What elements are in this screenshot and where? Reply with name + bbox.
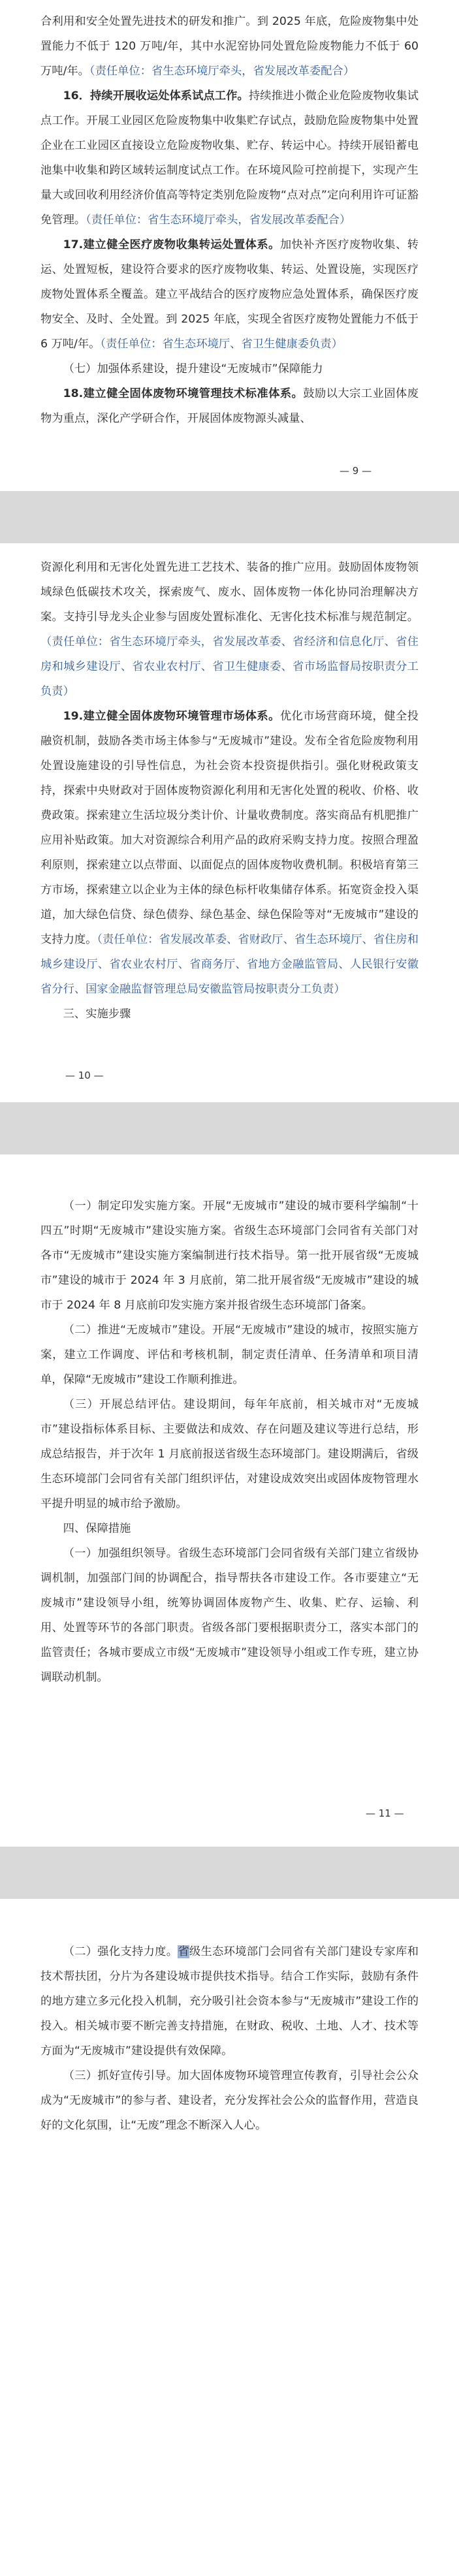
paragraph-text: （二）强化支持力度。 bbox=[63, 1945, 178, 1958]
paragraph bbox=[40, 232, 419, 357]
document-page-4 bbox=[0, 1899, 459, 2576]
document-page-2 bbox=[0, 543, 459, 1102]
document-page-1 bbox=[0, 0, 459, 491]
paragraph bbox=[40, 2063, 419, 2138]
paragraph-text: （三）抓好宣传引导。加大固体废物环境管理宣传教育，引导社会公众成为“无废城市”的参与者、建设者，充分发挥社会公众的监督作用，营造良好的文化氛围，让“无废”理念不断深入人心。 bbox=[40, 2069, 419, 2132]
item-heading: 19.建立健全固体废物环境管理市场体系。 bbox=[63, 710, 280, 723]
responsible-units-note: （责任单位：省发展改革委、省财政厅、省生态环境厅、省住房和城乡建设厅、省农业农村厅、省商务厅、省地方金融监管局、人民银行安徽省分行、国家金融监督管理总局安徽监管局按职责分工负责） bbox=[40, 933, 419, 996]
page-body bbox=[40, 1939, 419, 2138]
paragraph bbox=[40, 1392, 419, 1516]
paragraph-text: 持续推进小微企业危险废物收集试点工作。开展工业园区危险废物集中收集贮存试点，鼓励危险废物集中处置企业在工业园区直接设立危险废物收集、贮存、转运中心。持续开展铅蓄电池集中收集和跨区域转运制度试点工作。在环境风险可控前提下，实现产生量大或回收利用经济价值高等特定类别危险废物“点对点”定向利用许可证豁免管理。 bbox=[40, 89, 419, 227]
paragraph bbox=[40, 704, 419, 1002]
responsible-units-note: （责任单位：省生态环境厅牵头，省发展改革委、省经济和信息化厅、省住房和城乡建设厅、省农业农村厅、省卫生健康委、省市场监督局按职责分工负责） bbox=[40, 635, 419, 698]
document-page-3 bbox=[0, 1154, 459, 1847]
paragraph bbox=[40, 1194, 419, 1318]
page-separator bbox=[0, 1102, 459, 1154]
paragraph bbox=[40, 1318, 419, 1392]
paragraph-text: 四、保障措施 bbox=[63, 1522, 131, 1535]
page-number: — 9 — bbox=[340, 465, 372, 477]
responsible-units-note: （责任单位：省生态环境厅牵头，省发展改革委配合） bbox=[89, 65, 355, 78]
page-body bbox=[40, 555, 419, 1026]
item-heading: 16．持续开展收运处体系试点工作。 bbox=[63, 89, 249, 103]
paragraph bbox=[40, 1516, 419, 1541]
page-number: — 11 — bbox=[366, 1807, 404, 1819]
page-number: — 10 — bbox=[65, 1070, 104, 1081]
paragraph bbox=[40, 84, 419, 232]
paragraph-text: （一）加强组织领导。省级生态环境部门会同省级有关部门建立省级协调机制，加强部门间的协调配合，指导帮扶各市建设工作。各市要建立“无废城市”建设领导小组，统筹协调固体废物产生、收集、贮存、运输、利用、处置等环节的各部门职责。省级各部门要根据职责分工，落实本部门的监管责任；各城市要成立市级“无废城市”建设领导小组或工作专班，建立协调联动机制。 bbox=[40, 1547, 419, 1684]
item-heading: 18.建立健全固体废物环境管理技术标准体系。 bbox=[63, 387, 304, 400]
paragraph-text: 加快补齐医疗废物收集、转运、处置短板，建设符合要求的医疗废物收集、转运、处置设施，实现医疗废物处置体系全覆盖。建立平战结合的医疗废物应急处置体系，确保医疗废物安全、及时、全处置。到 2025 年底，实现全省医疗废物处置能力不低于 6 万吨/年。 bbox=[40, 238, 419, 351]
paragraph bbox=[40, 357, 419, 381]
page-body bbox=[40, 9, 419, 431]
paragraph-text: （三）开展总结评估。建设期间，每年年底前，相关城市对“无废城市”建设指标体系目标、主要做法和成效、存在问题及建议等进行总结，形成总结报告，并于次年 1 月底前报送省级生态环境部门。建设期满后，省级生态环境部门会同省有关部门组织评估，对建设成效突出或固体废物管理水平提升明显的城市给予激励。 bbox=[40, 1398, 419, 1510]
paragraph-text: 合利用和安全处置先进技术的研发和推广。到 2025 年底，危险废物集中处置能力不低于 120 万吨/年，其中水泥窑协同处置危险废物能力不低于 60 万吨/年。 bbox=[40, 15, 419, 78]
paragraph-text: （一）制定印发实施方案。开展“无废城市”建设的城市要科学编制“十四五”时期“无废城市”建设实施方案。省级生态环境部门会同省有关部门对各市“无废城市”建设实施方案编制进行技术指导。第一批开展省级“无废城市”建设的城市于 2024 年 3 月底前，第二批开展省级“无废城市”建设的城市于 2024 年 8 月底前印发实施方案并报省级生态环境部门备案。 bbox=[40, 1200, 419, 1312]
paragraph-text: 三、实施步骤 bbox=[63, 1008, 131, 1021]
responsible-units-note: （责任单位：省生态环境厅牵头，省发展改革委配合） bbox=[86, 214, 351, 227]
page-separator bbox=[0, 491, 459, 543]
paragraph-text: 优化市场营商环境，健全投融资机制，鼓励各类市场主体参与“无废城市”建设。发布全省危险废物利用处置设施建设的引导性信息，为社会资本投资提供指引。强化财税政策支持，探索中央财政对于固体废物资源化利用和无害化处置的税收、价格、收费政策。探索建立生活垃圾分类计价、计量收费制度。落实商品有机肥推广应用补贴政策。加大对资源综合利用产品的政府采购支持力度。按照合理盈利原则，探索建立以点带面、以面促点的固体废物收费机制。积极培育第三方市场，探索建立以企业为主体的绿色标杆收集储存体系。拓宽资金投入渠道，加大绿色信贷、绿色债券、绿色基金、绿色保险等对“无废城市”建设的支持力度。 bbox=[40, 710, 419, 946]
page-body bbox=[40, 1194, 419, 1690]
paragraph-text: 资源化利用和无害化处置先进工艺技术、装备的推广应用。鼓励固体废物领域绿色低碳技术攻关，探索废气、废水、固体废物一体化协同治理解决方案。支持引导龙头企业参与固废处置标准化、无害化技术标准与规范制定。 bbox=[40, 561, 419, 624]
item-heading: 17.建立健全医疗废物收集转运处置体系。 bbox=[63, 238, 280, 251]
paragraph bbox=[40, 1939, 419, 2063]
page-separator bbox=[0, 1847, 459, 1899]
paragraph-text: 省 bbox=[178, 1945, 189, 1958]
paragraph bbox=[40, 555, 419, 704]
paragraph bbox=[40, 9, 419, 84]
paragraph bbox=[40, 1541, 419, 1690]
responsible-units-note: （责任单位：省生态环境厅、省卫生健康委负责） bbox=[100, 338, 343, 351]
paragraph-text: 级生态环境部门会同省有关部门建设专家库和技术帮扶团，分片为各建设城市提供技术指导。结合工作实际，鼓励有条件的地方建立多元化投入机制，充分吸引社会资本参与“无废城市”建设工作的投入。相关城市要不断完善支持措施，在财政、税收、土地、人才、技术等方面为“无废城市”建设提供有效保障。 bbox=[40, 1945, 419, 2058]
paragraph bbox=[40, 381, 419, 431]
paragraph-text: （二）推进“无废城市”建设。开展“无废城市”建设的城市，按照实施方案，建立工作调度、评估和考核机制，制定责任清单、任务清单和项目清单，保障“无废城市”建设工作顺利推进。 bbox=[40, 1324, 419, 1386]
paragraph-text: 鼓励以大宗工业固体废物为重点，深化产学研合作，开展固体废物源头减量、 bbox=[40, 387, 419, 425]
paragraph bbox=[40, 1002, 419, 1026]
paragraph-text: （七）加强体系建设，提升建设“无废城市”保障能力 bbox=[63, 362, 323, 375]
